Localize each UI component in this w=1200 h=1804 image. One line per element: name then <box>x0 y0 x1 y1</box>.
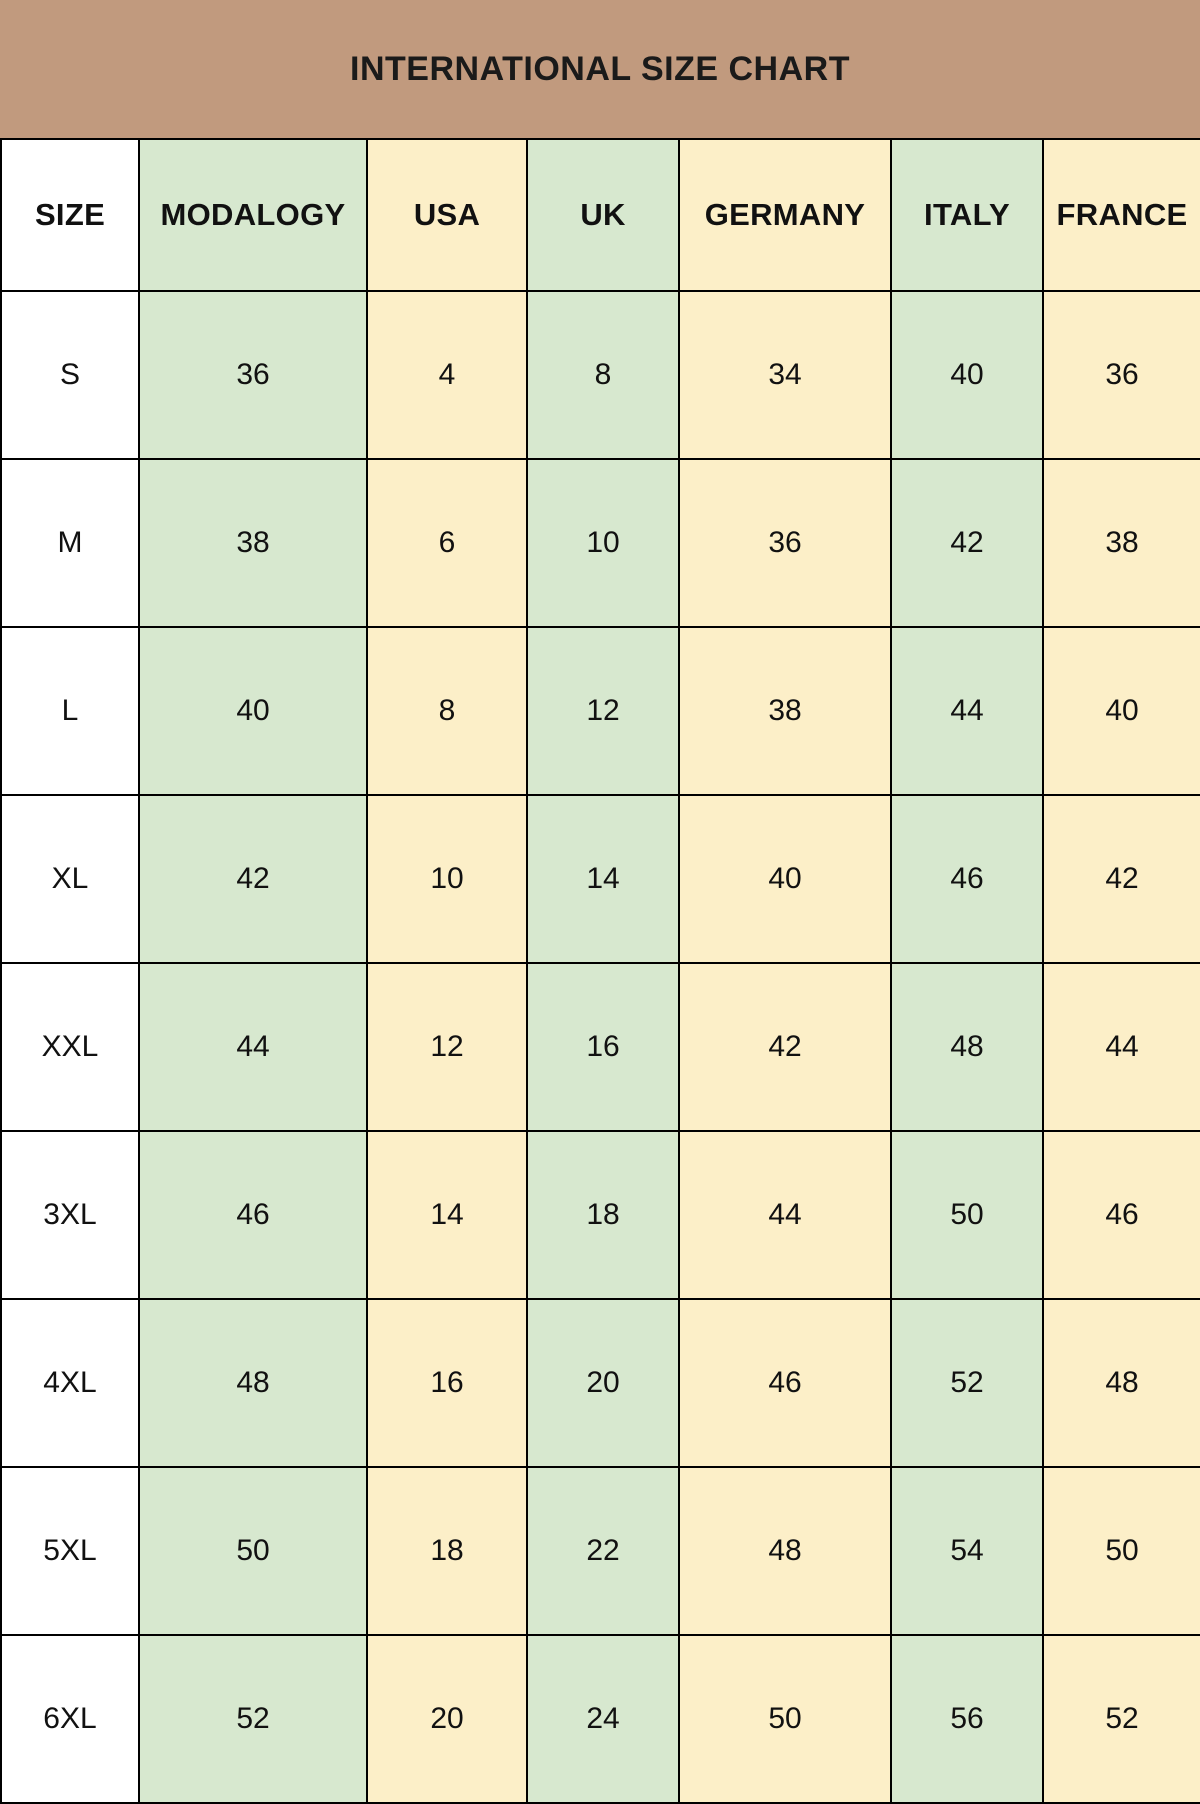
cell-size: XL <box>1 795 139 963</box>
page-title: INTERNATIONAL SIZE CHART <box>350 49 850 88</box>
cell-uk: 24 <box>527 1635 679 1803</box>
cell-germany: 34 <box>679 291 891 459</box>
cell-uk: 16 <box>527 963 679 1131</box>
cell-usa: 14 <box>367 1131 527 1299</box>
cell-modalogy: 52 <box>139 1635 367 1803</box>
cell-size: L <box>1 627 139 795</box>
cell-modalogy: 38 <box>139 459 367 627</box>
table-row <box>1 963 1200 1131</box>
table-row <box>1 1131 1200 1299</box>
cell-uk: 22 <box>527 1467 679 1635</box>
cell-germany: 38 <box>679 627 891 795</box>
cell-germany: 50 <box>679 1635 891 1803</box>
cell-uk: 10 <box>527 459 679 627</box>
table-row <box>1 795 1200 963</box>
cell-size: 4XL <box>1 1299 139 1467</box>
cell-size: XXL <box>1 963 139 1131</box>
cell-modalogy: 42 <box>139 795 367 963</box>
cell-germany: 42 <box>679 963 891 1131</box>
cell-usa: 16 <box>367 1299 527 1467</box>
cell-modalogy: 48 <box>139 1299 367 1467</box>
table-header-row <box>1 139 1200 291</box>
cell-france: 38 <box>1043 459 1200 627</box>
cell-germany: 40 <box>679 795 891 963</box>
cell-modalogy: 50 <box>139 1467 367 1635</box>
column-header-france: FRANCE <box>1043 139 1200 291</box>
cell-italy: 48 <box>891 963 1043 1131</box>
cell-modalogy: 44 <box>139 963 367 1131</box>
cell-size: S <box>1 291 139 459</box>
cell-germany: 44 <box>679 1131 891 1299</box>
cell-usa: 10 <box>367 795 527 963</box>
column-header-size: SIZE <box>1 139 139 291</box>
cell-modalogy: 40 <box>139 627 367 795</box>
cell-italy: 50 <box>891 1131 1043 1299</box>
cell-france: 40 <box>1043 627 1200 795</box>
column-header-uk: UK <box>527 139 679 291</box>
cell-size: 6XL <box>1 1635 139 1803</box>
international-size-table <box>0 138 1200 1804</box>
table-row <box>1 627 1200 795</box>
cell-italy: 46 <box>891 795 1043 963</box>
table-row <box>1 1299 1200 1467</box>
cell-france: 52 <box>1043 1635 1200 1803</box>
cell-france: 42 <box>1043 795 1200 963</box>
cell-italy: 52 <box>891 1299 1043 1467</box>
cell-usa: 12 <box>367 963 527 1131</box>
table-row <box>1 291 1200 459</box>
cell-france: 48 <box>1043 1299 1200 1467</box>
cell-germany: 36 <box>679 459 891 627</box>
cell-usa: 18 <box>367 1467 527 1635</box>
column-header-italy: ITALY <box>891 139 1043 291</box>
cell-usa: 8 <box>367 627 527 795</box>
cell-uk: 20 <box>527 1299 679 1467</box>
cell-france: 44 <box>1043 963 1200 1131</box>
cell-size: 5XL <box>1 1467 139 1635</box>
cell-italy: 42 <box>891 459 1043 627</box>
cell-uk: 18 <box>527 1131 679 1299</box>
cell-uk: 8 <box>527 291 679 459</box>
table-header <box>1 139 1200 291</box>
table-body <box>1 291 1200 1803</box>
cell-italy: 44 <box>891 627 1043 795</box>
cell-usa: 6 <box>367 459 527 627</box>
cell-uk: 14 <box>527 795 679 963</box>
cell-italy: 40 <box>891 291 1043 459</box>
cell-usa: 20 <box>367 1635 527 1803</box>
column-header-usa: USA <box>367 139 527 291</box>
cell-usa: 4 <box>367 291 527 459</box>
cell-italy: 56 <box>891 1635 1043 1803</box>
cell-italy: 54 <box>891 1467 1043 1635</box>
column-header-modalogy: MODALOGY <box>139 139 367 291</box>
cell-size: M <box>1 459 139 627</box>
cell-uk: 12 <box>527 627 679 795</box>
cell-modalogy: 36 <box>139 291 367 459</box>
table-row <box>1 1635 1200 1803</box>
cell-france: 50 <box>1043 1467 1200 1635</box>
column-header-germany: GERMANY <box>679 139 891 291</box>
cell-france: 46 <box>1043 1131 1200 1299</box>
table-row <box>1 1467 1200 1635</box>
cell-modalogy: 46 <box>139 1131 367 1299</box>
cell-germany: 46 <box>679 1299 891 1467</box>
table-row <box>1 459 1200 627</box>
chart-title-bar <box>0 0 1200 138</box>
cell-size: 3XL <box>1 1131 139 1299</box>
cell-france: 36 <box>1043 291 1200 459</box>
cell-germany: 48 <box>679 1467 891 1635</box>
